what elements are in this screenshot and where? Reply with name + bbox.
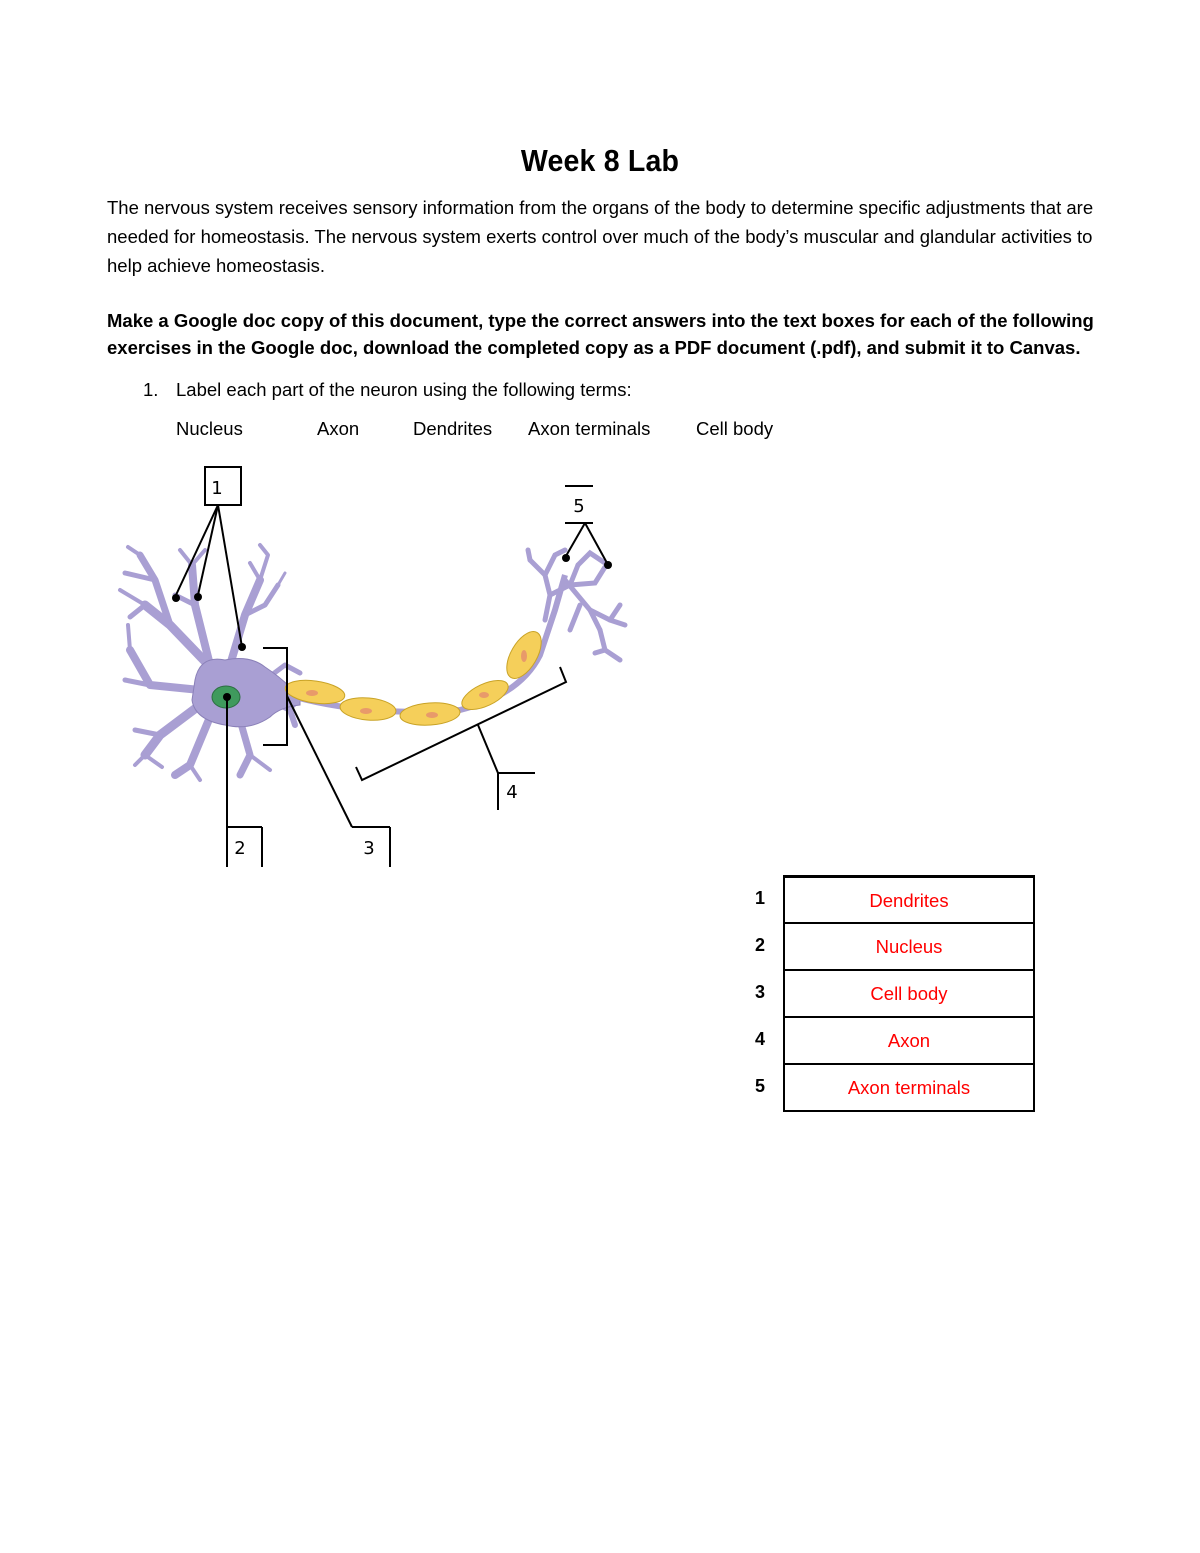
label-5-callout: [565, 486, 607, 563]
answer-input-5[interactable]: Axon terminals: [783, 1063, 1035, 1112]
term-axon: Axon: [317, 418, 360, 439]
answer-row-2: [740, 922, 1040, 969]
answer-row-3: [740, 969, 1040, 1016]
question-1-text: Label each part of the neuron using the following terms:: [176, 379, 632, 400]
label-3: 3: [363, 838, 375, 859]
question-1-number: 1.: [143, 379, 159, 400]
answer-table: [740, 875, 1040, 1110]
label-2: 2: [234, 838, 246, 859]
page-title: Week 8 Lab: [520, 143, 680, 178]
term-cell-body: Cell body: [696, 418, 774, 439]
answer-row-4: [740, 1016, 1040, 1063]
term-nucleus: Nucleus: [176, 418, 243, 439]
answer-number: 4: [754, 1029, 765, 1049]
answer-number: 2: [754, 935, 765, 955]
answer-input-3[interactable]: Cell body: [783, 969, 1035, 1016]
label-4-callout: [356, 667, 566, 810]
answer-input-2[interactable]: Nucleus: [783, 922, 1035, 969]
myelin-sheath: [284, 626, 548, 727]
term-axon-terminals: Axon terminals: [528, 418, 651, 439]
answer-number: 1: [754, 888, 765, 908]
answer-row-5: [740, 1063, 1040, 1110]
answer-row-1: [740, 875, 1040, 922]
instructions-paragraph: Make a Google doc copy of this document, type the correct answers into the text boxes for each of the following exercises in the Google doc, download the completed copy as a PDF document (.pdf), and submit it to Canvas.: [107, 310, 1094, 358]
answer-input-4[interactable]: Axon: [783, 1016, 1035, 1063]
question-1: [143, 376, 632, 403]
intro-paragraph: The nervous system receives sensory information from the organs of the body to determine specific adjustments that are needed for homeostasis. The nervous system exerts control over much of the body’s muscular and glandular activities to help achieve homeostasis.: [107, 197, 1094, 276]
label-5: 5: [573, 496, 585, 517]
label-1: 1: [211, 478, 223, 499]
answer-input-1[interactable]: Dendrites: [783, 875, 1035, 922]
term-dendrites: Dendrites: [413, 418, 493, 439]
answer-number: 3: [754, 982, 765, 1002]
label-4: 4: [506, 782, 518, 803]
neuron-diagram: [100, 455, 660, 875]
term-list: [0, 418, 1200, 448]
answer-number: 5: [754, 1076, 765, 1096]
